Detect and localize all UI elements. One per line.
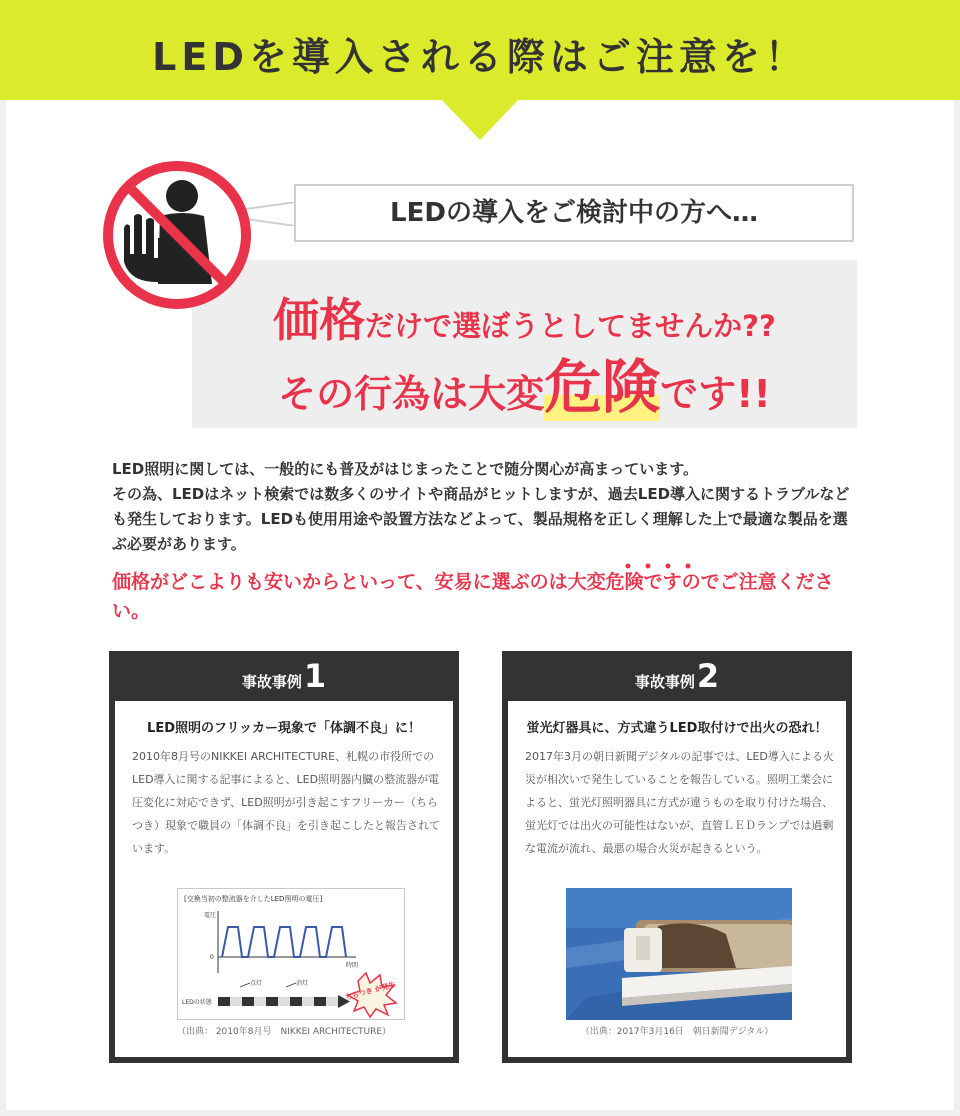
- case-label: 事故事例: [241, 673, 302, 691]
- case-number: 2: [696, 657, 720, 695]
- intro-paragraph: [112, 457, 852, 557]
- flicker-diagram: [178, 889, 404, 1019]
- hero-line2-end: です!!: [660, 372, 771, 416]
- banner-title: LEDを導入される際はご注意を！: [152, 35, 808, 79]
- case-card-2: [502, 651, 852, 1063]
- case-body-1: [115, 701, 453, 1057]
- case-header-1: [109, 651, 459, 701]
- case-caption: （出典：2017年3月16日 朝日新聞デジタル）: [580, 1027, 774, 1037]
- flicker-voltage-figure: [177, 888, 405, 1020]
- speech-bubble: [294, 184, 854, 242]
- figure-burst-label: ちらつき が発生: [344, 980, 397, 1002]
- case-title: LED照明のフリッカー現象で「体調不良」に！: [147, 721, 421, 736]
- case-number: 1: [303, 657, 327, 695]
- banner-arrow: [440, 98, 520, 140]
- burnt-fixture-photo: [566, 888, 792, 1020]
- hero-danger-word: 危険: [544, 353, 661, 421]
- case-card-1: [109, 651, 459, 1063]
- figure-title: [交換当初の整流器を介したLED照明の電圧]: [184, 895, 323, 903]
- intro-line-1: LED照明に関しては、一般的にも普及がはじまったことで随分関心が高まっています。: [112, 460, 699, 478]
- hero-price-word: 価格: [273, 293, 366, 347]
- hero-line-2: [192, 340, 857, 424]
- figure-state-label: LEDの状態: [182, 999, 212, 1006]
- case-text: 2010年8月号のNIKKEI ARCHITECTURE、札幌の市役所でのLED導入に関する記事によると、LED照明器内臓の整流器が電圧変化に対応できず、LED照明が引き起こすフリーカー（ちらつき）現象で職員の「体調不良」を引き起こしたと報告されています。: [132, 750, 440, 855]
- figure-x-label: 時間: [346, 962, 359, 969]
- burnt-fixture-image: [566, 888, 792, 1020]
- case-text: 2017年3月の朝日新聞デジタルの記事では、LED導入による火災が相次いで発生していることを報告している。照明工業会によると、蛍光灯照明器具に方式が違うものを取り付けた場合、蛍光灯では出火の可能性はないが、直管ＬＥＤランプでは過剰な電流が流れ、最悪の場合火災が起きるという。: [525, 750, 834, 855]
- figure-on-label: 点灯: [250, 980, 263, 987]
- top-banner: [0, 0, 960, 100]
- case-title: 蛍光灯器具に、方式違うLED取付けで出火の恐れ！: [526, 721, 828, 736]
- bubble-text: LEDの導入をご検討中の方へ…: [390, 198, 758, 228]
- hero-line2-start: その行為は大変: [278, 372, 545, 416]
- warning-text: 価格がどこよりも安いからといって、安易に選ぶのは大変危険ですのでご注意ください。: [112, 571, 834, 622]
- case-header-2: [502, 651, 852, 701]
- figure-zero: 0: [210, 954, 214, 961]
- case-label: 事故事例: [634, 673, 695, 691]
- case-body-2: [508, 701, 846, 1057]
- intro-line-2: その為、LEDはネット検索では数多くのサイトや商品がヒットしますが、過去LED導入に関するトラブルなども発生しております。LEDも使用用途や設置方法などよって、製品規格を正しく理解した上で最適な製品を選ぶ必要があります。: [112, 485, 850, 553]
- hero-line1-rest: だけで選ぼうとしてませんか??: [365, 309, 776, 343]
- figure-off-label: 消灯: [296, 980, 309, 987]
- case-caption: （出典： 2010年8月号 NIKKEI ARCHITECTURE）: [176, 1027, 392, 1037]
- figure-y-label: 電圧: [204, 912, 217, 919]
